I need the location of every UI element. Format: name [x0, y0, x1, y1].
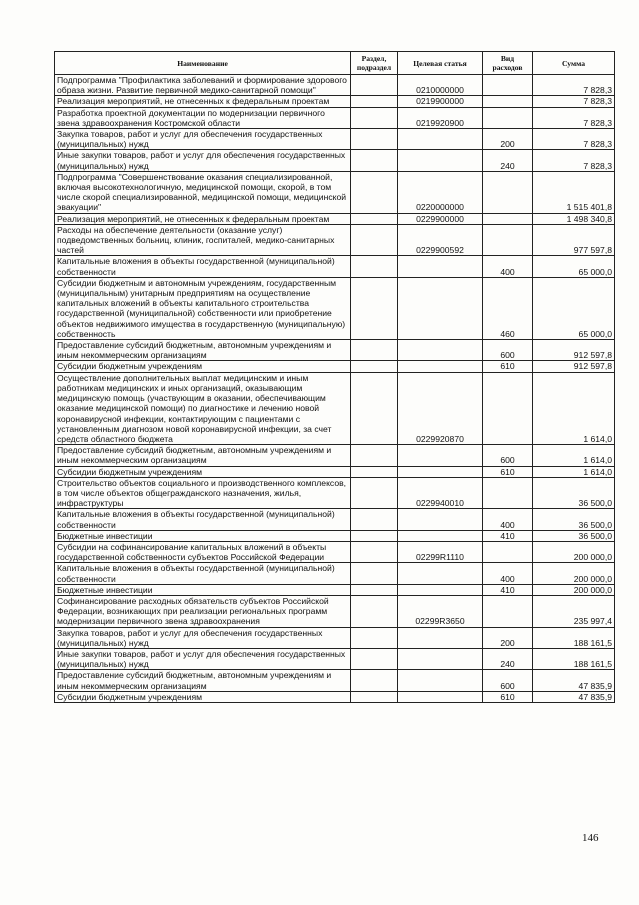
cell-code: 0219900000 — [398, 96, 483, 107]
cell-code — [398, 691, 483, 702]
cell-code — [398, 150, 483, 171]
cell-name: Строительство объектов социального и производственного комплексов, в том числе объектов общегражданского назначения, жилья, инфраструктуры — [55, 477, 351, 509]
cell-name: Бюджетные инвестиции — [55, 530, 351, 541]
cell-name: Субсидии бюджетным учреждениям — [55, 466, 351, 477]
cell-sum: 235 997,4 — [533, 595, 615, 627]
table-row — [55, 150, 615, 171]
cell-name: Бюджетные инвестиции — [55, 584, 351, 595]
cell-code: 0220000000 — [398, 171, 483, 213]
table-row — [55, 361, 615, 372]
cell-code: 0229900000 — [398, 213, 483, 224]
cell-type: 600 — [483, 670, 533, 691]
cell-sum: 912 597,8 — [533, 340, 615, 361]
cell-type — [483, 224, 533, 256]
table-row — [55, 595, 615, 627]
cell-type: 600 — [483, 445, 533, 466]
cell-name: Капитальные вложения в объекты государственной (муниципальной) собственности — [55, 256, 351, 277]
cell-name: Софинансирование расходных обязательств субъектов Российской Федерации, возникающих при реализации региональных программ модернизации первичного звена здравоохранения — [55, 595, 351, 627]
cell-sum: 977 597,8 — [533, 224, 615, 256]
cell-type: 600 — [483, 340, 533, 361]
table-row — [55, 445, 615, 466]
cell-sum: 1 614,0 — [533, 372, 615, 444]
cell-section — [351, 477, 398, 509]
cell-section — [351, 670, 398, 691]
cell-sum: 1 515 401,8 — [533, 171, 615, 213]
table-row — [55, 530, 615, 541]
header-type: Вид расходов — [483, 52, 533, 75]
cell-type — [483, 595, 533, 627]
cell-type — [483, 171, 533, 213]
cell-sum: 47 835,9 — [533, 691, 615, 702]
table-row — [55, 563, 615, 584]
table-row — [55, 277, 615, 339]
table-row — [55, 256, 615, 277]
table-row — [55, 691, 615, 702]
cell-type: 410 — [483, 584, 533, 595]
cell-section — [351, 530, 398, 541]
cell-section — [351, 372, 398, 444]
table-row — [55, 477, 615, 509]
cell-section — [351, 584, 398, 595]
cell-type — [483, 477, 533, 509]
cell-type: 610 — [483, 361, 533, 372]
cell-code — [398, 627, 483, 648]
header-name: Наименование — [55, 52, 351, 75]
cell-code — [398, 509, 483, 530]
cell-section — [351, 213, 398, 224]
cell-name: Закупка товаров, работ и услуг для обеспечения государственных (муниципальных) нужд — [55, 627, 351, 648]
table-row — [55, 627, 615, 648]
cell-sum: 36 500,0 — [533, 509, 615, 530]
table-row — [55, 340, 615, 361]
table-row — [55, 75, 615, 96]
cell-section — [351, 256, 398, 277]
cell-code: 0229920870 — [398, 372, 483, 444]
table-row — [55, 129, 615, 150]
table-row — [55, 224, 615, 256]
header-section: Раздел, подраздел — [351, 52, 398, 75]
cell-sum: 47 835,9 — [533, 670, 615, 691]
cell-sum: 188 161,5 — [533, 627, 615, 648]
cell-name: Осуществление дополнительных выплат медицинским и иным работникам медицинских и иных организаций, оказывающим медицинскую помощь (участвующим в оказании, обеспечивающим оказание медицинской помощи) по диагностике и лечению новой коронавирусной инфекции, контактирующим с пациентами с установленным диагнозом новой коронавирусной инфекции, за счет средств областного бюджета — [55, 372, 351, 444]
cell-type: 400 — [483, 563, 533, 584]
cell-name: Субсидии бюджетным учреждениям — [55, 691, 351, 702]
cell-sum: 36 500,0 — [533, 530, 615, 541]
cell-type: 200 — [483, 627, 533, 648]
cell-sum: 1 614,0 — [533, 466, 615, 477]
cell-name: Предоставление субсидий бюджетным, автономным учреждениям и иным некоммерческим организациям — [55, 670, 351, 691]
cell-code — [398, 530, 483, 541]
table-row — [55, 541, 615, 562]
table-row — [55, 372, 615, 444]
cell-sum: 7 828,3 — [533, 129, 615, 150]
cell-name: Разработка проектной документации по модернизации первичного звена здравоохранения Костромской области — [55, 107, 351, 128]
cell-type — [483, 541, 533, 562]
cell-sum: 36 500,0 — [533, 477, 615, 509]
cell-name: Иные закупки товаров, работ и услуг для обеспечения государственных (муниципальных) нужд — [55, 648, 351, 669]
cell-section — [351, 563, 398, 584]
table-body — [55, 75, 615, 703]
cell-code: 02299R1110 — [398, 541, 483, 562]
cell-section — [351, 107, 398, 128]
cell-sum: 65 000,0 — [533, 277, 615, 339]
cell-section — [351, 466, 398, 477]
cell-section — [351, 277, 398, 339]
cell-section — [351, 224, 398, 256]
cell-code — [398, 277, 483, 339]
cell-name: Подпрограмма "Совершенствование оказания специализированной, включая высокотехнологичную, медицинской помощи, скорой, в том числе скорой специализированной, медицинской помощи, медицинской эвакуации" — [55, 171, 351, 213]
cell-name: Капитальные вложения в объекты государственной (муниципальной) собственности — [55, 509, 351, 530]
cell-name: Подпрограмма "Профилактика заболеваний и формирование здорового образа жизни. Развитие первичной медико-санитарной помощи" — [55, 75, 351, 96]
cell-sum: 188 161,5 — [533, 648, 615, 669]
cell-type: 200 — [483, 129, 533, 150]
cell-code — [398, 670, 483, 691]
page-number: 146 — [582, 832, 599, 844]
cell-name: Субсидии бюджетным и автономным учреждениям, государственным (муниципальным) унитарным предприятиям на осуществление капитальных вложений в объекты капитального строительства государственной (муниципальной) собственности или приобретение объектов недвижимого имущества в государственную (муниципальную) собственность — [55, 277, 351, 339]
cell-section — [351, 595, 398, 627]
cell-code — [398, 584, 483, 595]
cell-section — [351, 627, 398, 648]
cell-code — [398, 256, 483, 277]
cell-sum: 65 000,0 — [533, 256, 615, 277]
cell-name: Реализация мероприятий, не отнесенных к федеральным проектам — [55, 96, 351, 107]
cell-section — [351, 361, 398, 372]
cell-sum: 7 828,3 — [533, 96, 615, 107]
cell-section — [351, 445, 398, 466]
cell-type: 400 — [483, 256, 533, 277]
cell-type: 240 — [483, 648, 533, 669]
table-row — [55, 584, 615, 595]
cell-name: Закупка товаров, работ и услуг для обеспечения государственных (муниципальных) нужд — [55, 129, 351, 150]
cell-code: 0210000000 — [398, 75, 483, 96]
cell-section — [351, 129, 398, 150]
cell-code: 0219920900 — [398, 107, 483, 128]
cell-code — [398, 466, 483, 477]
cell-section — [351, 340, 398, 361]
cell-sum: 912 597,8 — [533, 361, 615, 372]
cell-code — [398, 129, 483, 150]
cell-name: Предоставление субсидий бюджетным, автономным учреждениям и иным некоммерческим организациям — [55, 445, 351, 466]
cell-name: Субсидии на софинансирование капитальных вложений в объекты государственной собственности субъектов Российской Федерации — [55, 541, 351, 562]
cell-sum: 7 828,3 — [533, 75, 615, 96]
cell-code: 0229940010 — [398, 477, 483, 509]
cell-sum: 200 000,0 — [533, 584, 615, 595]
cell-section — [351, 75, 398, 96]
cell-type — [483, 107, 533, 128]
cell-code — [398, 361, 483, 372]
header-sum: Сумма — [533, 52, 615, 75]
cell-name: Реализация мероприятий, не отнесенных к федеральным проектам — [55, 213, 351, 224]
cell-code: 0229900592 — [398, 224, 483, 256]
cell-section — [351, 541, 398, 562]
cell-code: 02299R3650 — [398, 595, 483, 627]
cell-type: 400 — [483, 509, 533, 530]
cell-type: 610 — [483, 466, 533, 477]
table-row — [55, 171, 615, 213]
cell-type: 410 — [483, 530, 533, 541]
cell-name: Капитальные вложения в объекты государственной (муниципальной) собственности — [55, 563, 351, 584]
cell-sum: 7 828,3 — [533, 150, 615, 171]
table-row — [55, 670, 615, 691]
cell-name: Субсидии бюджетным учреждениям — [55, 361, 351, 372]
cell-type: 610 — [483, 691, 533, 702]
cell-sum: 200 000,0 — [533, 563, 615, 584]
cell-name: Расходы на обеспечение деятельности (оказание услуг) подведомственных больниц, клиник, госпиталей, медико-санитарных частей — [55, 224, 351, 256]
table-header-row — [55, 52, 615, 75]
cell-type — [483, 75, 533, 96]
header-article: Целевая статья — [398, 52, 483, 75]
cell-sum: 1 614,0 — [533, 445, 615, 466]
cell-name: Иные закупки товаров, работ и услуг для обеспечения государственных (муниципальных) нужд — [55, 150, 351, 171]
cell-sum: 200 000,0 — [533, 541, 615, 562]
cell-sum: 7 828,3 — [533, 107, 615, 128]
cell-type — [483, 96, 533, 107]
table-row — [55, 213, 615, 224]
cell-code — [398, 563, 483, 584]
cell-section — [351, 509, 398, 530]
cell-type: 240 — [483, 150, 533, 171]
cell-section — [351, 648, 398, 669]
table-row — [55, 96, 615, 107]
budget-table — [54, 51, 615, 703]
cell-section — [351, 150, 398, 171]
cell-sum: 1 498 340,8 — [533, 213, 615, 224]
table-row — [55, 466, 615, 477]
cell-section — [351, 171, 398, 213]
table-row — [55, 648, 615, 669]
table-row — [55, 509, 615, 530]
cell-code — [398, 340, 483, 361]
cell-type: 460 — [483, 277, 533, 339]
cell-name: Предоставление субсидий бюджетным, автономным учреждениям и иным некоммерческим организациям — [55, 340, 351, 361]
cell-code — [398, 445, 483, 466]
cell-type — [483, 372, 533, 444]
cell-section — [351, 691, 398, 702]
cell-section — [351, 96, 398, 107]
table-row — [55, 107, 615, 128]
cell-type — [483, 213, 533, 224]
cell-code — [398, 648, 483, 669]
